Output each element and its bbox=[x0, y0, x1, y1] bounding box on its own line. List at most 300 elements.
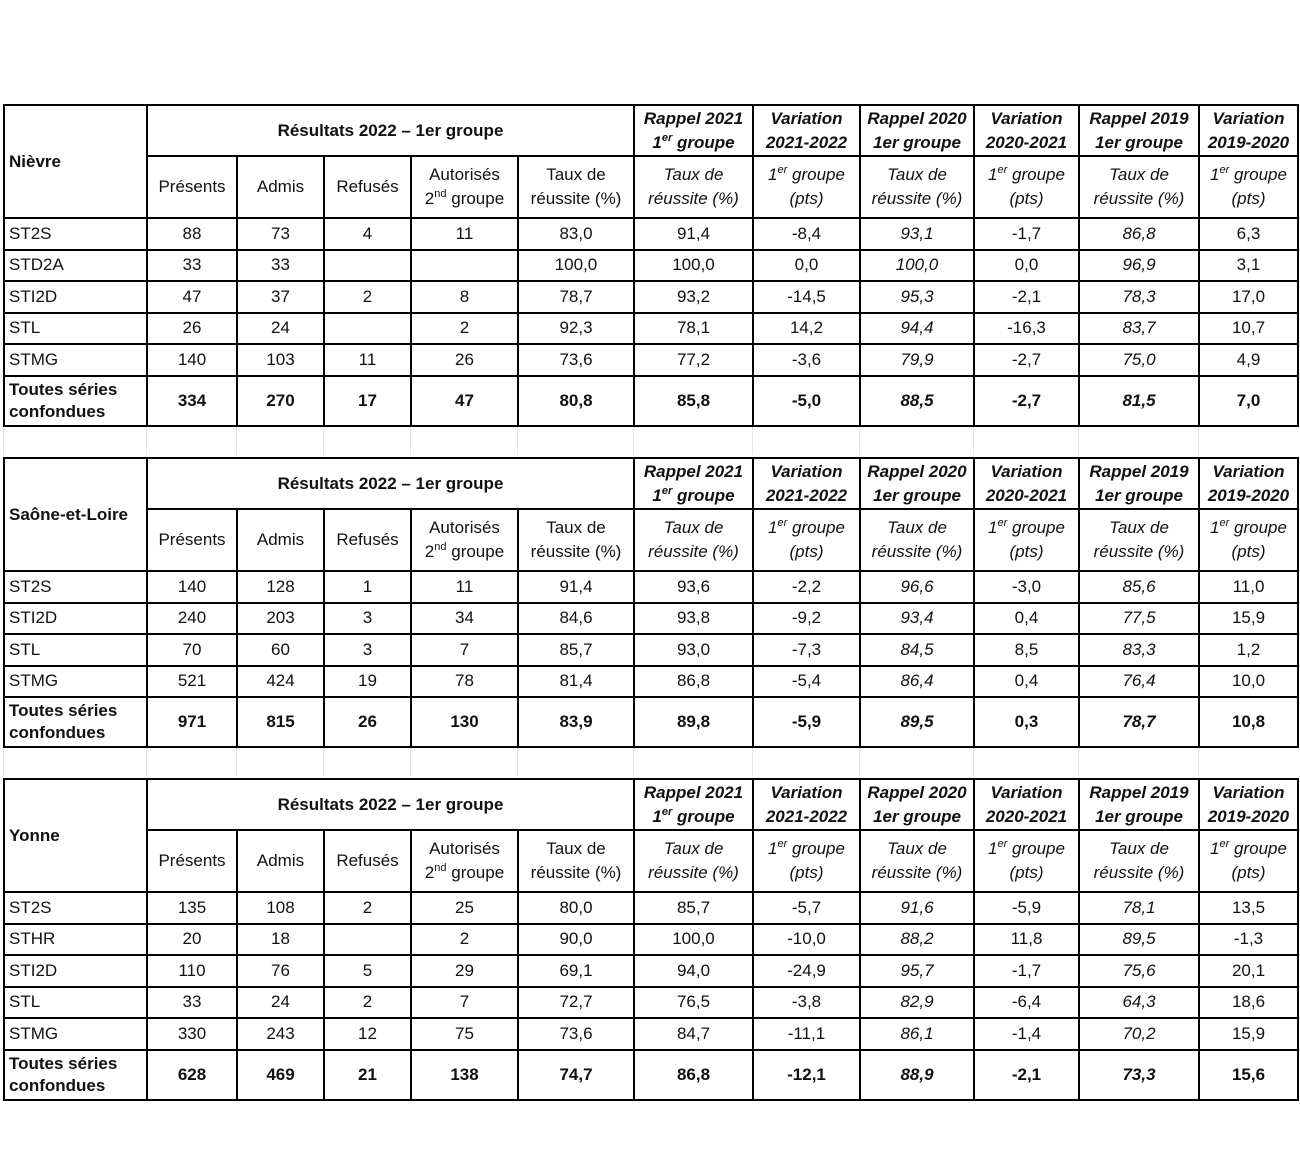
table-cell: 424 bbox=[237, 666, 324, 698]
rappel-2021-header-line1: Rappel 2021 bbox=[643, 782, 744, 802]
rappel-2020-header bbox=[860, 458, 974, 509]
total-cell: 628 bbox=[147, 1050, 237, 1100]
variation-2021-2022-header bbox=[753, 779, 860, 830]
group-word: groupe bbox=[787, 165, 845, 184]
row-series-label: STMG bbox=[4, 1018, 147, 1050]
variation-2019-2020-header-line1: Variation bbox=[1212, 108, 1285, 128]
table-cell: 26 bbox=[147, 313, 237, 345]
ordinal-suffix: er bbox=[1219, 517, 1230, 529]
col-refuses-label: Refusés bbox=[336, 530, 399, 549]
ordinal-number: 1 bbox=[768, 165, 778, 184]
sub-header-taux bbox=[634, 830, 753, 892]
sub-taux-line2: réussite (%) bbox=[648, 542, 739, 561]
rappel-2019-header bbox=[1079, 105, 1199, 156]
table-cell: 25 bbox=[411, 892, 518, 924]
table-cell: 135 bbox=[147, 892, 237, 924]
rappel-2020-header-line2: 1er groupe bbox=[873, 132, 961, 152]
table-cell: 100,0 bbox=[518, 250, 634, 282]
col-taux-line1: Taux de bbox=[546, 839, 606, 858]
total-cell: 86,8 bbox=[634, 1050, 753, 1100]
row-series-label: STD2A bbox=[4, 250, 147, 282]
table-cell: 24 bbox=[237, 313, 324, 345]
table-cell: -1,3 bbox=[1199, 924, 1298, 956]
rappel-2020-header-line2: 1er groupe bbox=[873, 485, 961, 505]
table-cell: 100,0 bbox=[634, 250, 753, 282]
sub-header-points bbox=[1199, 509, 1298, 571]
col-presents-label: Présents bbox=[158, 851, 226, 870]
table-cell: 10,0 bbox=[1199, 666, 1298, 698]
table-row bbox=[4, 603, 1298, 635]
sub-points-line2: (pts) bbox=[1009, 542, 1044, 561]
variation-2021-2022-header-line1: Variation bbox=[770, 108, 843, 128]
col-taux-reussite bbox=[518, 830, 634, 892]
department-label: Saône-et-Loire bbox=[9, 504, 129, 524]
table-cell: 70,2 bbox=[1079, 1018, 1199, 1050]
total-label: Toutes séries confondues bbox=[4, 697, 147, 747]
ordinal-number: 1 bbox=[988, 518, 998, 537]
table-cell: -5,9 bbox=[974, 892, 1079, 924]
table-cell: 91,4 bbox=[518, 571, 634, 603]
variation-2019-2020-header-line2: 2019-2020 bbox=[1207, 132, 1290, 152]
table-cell: 76 bbox=[237, 955, 324, 987]
table-cell bbox=[324, 924, 411, 956]
table-row bbox=[4, 313, 1298, 345]
table-cell: 69,1 bbox=[518, 955, 634, 987]
row-series-label: STMG bbox=[4, 344, 147, 376]
row-series-label: STI2D bbox=[4, 603, 147, 635]
col-taux-line2: réussite (%) bbox=[530, 542, 622, 561]
ordinal-number: 1 bbox=[988, 165, 998, 184]
table-cell: 82,9 bbox=[860, 987, 974, 1019]
ordinal-number: 1 bbox=[1210, 165, 1220, 184]
table-cell: 84,7 bbox=[634, 1018, 753, 1050]
sub-header-points bbox=[753, 509, 860, 571]
ordinal-number: 1 bbox=[652, 485, 662, 505]
col-autorises-line2 bbox=[415, 540, 514, 564]
department-label: Yonne bbox=[9, 825, 60, 845]
table-cell: 93,0 bbox=[634, 634, 753, 666]
rappel-2019-header-line2: 1er groupe bbox=[1095, 132, 1183, 152]
variation-2020-2021-header-line1: Variation bbox=[990, 108, 1063, 128]
ordinal-suffix: er bbox=[1219, 838, 1230, 850]
table-cell: 79,9 bbox=[860, 344, 974, 376]
group-word: groupe bbox=[672, 485, 735, 505]
table-row bbox=[4, 1018, 1298, 1050]
sub-header-taux bbox=[860, 156, 974, 218]
table-cell: 0,0 bbox=[753, 250, 860, 282]
sub-points-line2: (pts) bbox=[789, 542, 824, 561]
col-presents bbox=[147, 509, 237, 571]
table-cell: 76,5 bbox=[634, 987, 753, 1019]
col-admis bbox=[237, 509, 324, 571]
table-cell: 11 bbox=[324, 344, 411, 376]
table-cell: 8 bbox=[411, 281, 518, 313]
sub-points-line2: (pts) bbox=[789, 189, 824, 208]
table-row bbox=[4, 250, 1298, 282]
sub-header-points bbox=[974, 830, 1079, 892]
sub-header-points bbox=[753, 156, 860, 218]
total-cell: 270 bbox=[237, 376, 324, 426]
total-cell: 73,3 bbox=[1079, 1050, 1199, 1100]
table-cell: 88,2 bbox=[860, 924, 974, 956]
rappel-2019-header bbox=[1079, 779, 1199, 830]
sub-taux-line1: Taux de bbox=[663, 518, 724, 537]
table-cell: -8,4 bbox=[753, 218, 860, 250]
table-cell: -16,3 bbox=[974, 313, 1079, 345]
table-cell: 60 bbox=[237, 634, 324, 666]
total-cell: 89,8 bbox=[634, 697, 753, 747]
col-refuses-label: Refusés bbox=[336, 177, 399, 196]
table-row bbox=[4, 218, 1298, 250]
table-cell: 7 bbox=[411, 987, 518, 1019]
table-cell: 4,9 bbox=[1199, 344, 1298, 376]
sub-header-taux bbox=[860, 830, 974, 892]
table-cell: 64,3 bbox=[1079, 987, 1199, 1019]
table-cell: 240 bbox=[147, 603, 237, 635]
table-cell: 86,8 bbox=[634, 666, 753, 698]
table-cell: 78,1 bbox=[1079, 892, 1199, 924]
total-cell: 26 bbox=[324, 697, 411, 747]
table-cell: 86,1 bbox=[860, 1018, 974, 1050]
table-cell: 5 bbox=[324, 955, 411, 987]
results-group-header bbox=[147, 779, 634, 830]
ordinal-suffix: er bbox=[997, 164, 1008, 176]
col-taux-reussite bbox=[518, 509, 634, 571]
row-series-label: STL bbox=[4, 987, 147, 1019]
table-cell: 80,0 bbox=[518, 892, 634, 924]
sub-taux-line1: Taux de bbox=[1109, 165, 1169, 184]
rappel-2019-header bbox=[1079, 458, 1199, 509]
table-cell: 11,8 bbox=[974, 924, 1079, 956]
col-autorises-line1: Autorisés bbox=[429, 839, 500, 858]
rappel-2021-header-line1: Rappel 2021 bbox=[643, 461, 744, 481]
sub-taux-line2: réussite (%) bbox=[648, 189, 739, 208]
total-cell: 88,9 bbox=[860, 1050, 974, 1100]
table-cell: 78,3 bbox=[1079, 281, 1199, 313]
rappel-2021-header-line2 bbox=[638, 484, 749, 508]
total-cell: 89,5 bbox=[860, 697, 974, 747]
col-autorises-line1: Autorisés bbox=[429, 165, 500, 184]
table-cell: 4 bbox=[324, 218, 411, 250]
variation-2020-2021-header bbox=[974, 105, 1079, 156]
variation-2019-2020-header-line2: 2019-2020 bbox=[1207, 806, 1290, 826]
ordinal-number: 1 bbox=[768, 839, 778, 858]
table-cell: 84,5 bbox=[860, 634, 974, 666]
table-cell: 521 bbox=[147, 666, 237, 698]
table-cell: 20,1 bbox=[1199, 955, 1298, 987]
total-cell: 138 bbox=[411, 1050, 518, 1100]
sub-points-line1 bbox=[978, 516, 1075, 540]
table-cell: -9,2 bbox=[753, 603, 860, 635]
table-cell: 8,5 bbox=[974, 634, 1079, 666]
row-series-label: STI2D bbox=[4, 955, 147, 987]
col-taux-line2: réussite (%) bbox=[530, 189, 622, 208]
table-cell: -3,0 bbox=[974, 571, 1079, 603]
table-cell: 108 bbox=[237, 892, 324, 924]
variation-2021-2022-header-line2: 2021-2022 bbox=[765, 806, 848, 826]
table-cell: -2,2 bbox=[753, 571, 860, 603]
sub-taux-line2: réussite (%) bbox=[648, 863, 739, 882]
table-cell: 93,2 bbox=[634, 281, 753, 313]
col-presents-label: Présents bbox=[158, 177, 226, 196]
table-cell: -2,1 bbox=[974, 281, 1079, 313]
table-cell bbox=[324, 313, 411, 345]
group-word: groupe bbox=[672, 132, 735, 152]
sub-header-taux bbox=[1079, 156, 1199, 218]
variation-2020-2021-header-line2: 2020-2021 bbox=[985, 132, 1068, 152]
sub-header-taux bbox=[634, 156, 753, 218]
table-cell: 47 bbox=[147, 281, 237, 313]
col-refuses bbox=[324, 830, 411, 892]
col-taux-line1: Taux de bbox=[546, 518, 606, 537]
table-cell: -3,6 bbox=[753, 344, 860, 376]
table-spacer bbox=[3, 748, 1297, 776]
table-cell: 11 bbox=[411, 571, 518, 603]
sub-points-line1 bbox=[757, 516, 856, 540]
table-cell: 11 bbox=[411, 218, 518, 250]
table-cell: 26 bbox=[411, 344, 518, 376]
table-cell: 33 bbox=[147, 250, 237, 282]
results-group-header bbox=[147, 458, 634, 509]
total-cell: 83,9 bbox=[518, 697, 634, 747]
department-name bbox=[4, 779, 147, 892]
department-name bbox=[4, 105, 147, 218]
col-refuses bbox=[324, 156, 411, 218]
table-cell: 2 bbox=[324, 281, 411, 313]
sub-header-points bbox=[974, 509, 1079, 571]
ordinal-suffix: nd bbox=[434, 862, 447, 874]
sub-header-points bbox=[974, 156, 1079, 218]
rappel-2020-header bbox=[860, 779, 974, 830]
rappel-2021-header bbox=[634, 458, 753, 509]
table-cell: 85,7 bbox=[634, 892, 753, 924]
table-cell: 19 bbox=[324, 666, 411, 698]
total-cell: -12,1 bbox=[753, 1050, 860, 1100]
rappel-2019-header-line2: 1er groupe bbox=[1095, 485, 1183, 505]
col-taux-line1: Taux de bbox=[546, 165, 606, 184]
table-cell: 128 bbox=[237, 571, 324, 603]
table-cell: 1,2 bbox=[1199, 634, 1298, 666]
rappel-2021-header-line2 bbox=[638, 131, 749, 155]
table-cell: 0,0 bbox=[974, 250, 1079, 282]
total-cell: 81,5 bbox=[1079, 376, 1199, 426]
variation-2020-2021-header-line2: 2020-2021 bbox=[985, 485, 1068, 505]
table-cell: 11,0 bbox=[1199, 571, 1298, 603]
col-taux-line2: réussite (%) bbox=[530, 863, 622, 882]
ordinal-suffix: er bbox=[661, 805, 673, 818]
results-table-0 bbox=[3, 104, 1299, 427]
variation-2019-2020-header bbox=[1199, 779, 1298, 830]
table-cell: 3,1 bbox=[1199, 250, 1298, 282]
results-table-1 bbox=[3, 457, 1299, 748]
table-cell: -3,8 bbox=[753, 987, 860, 1019]
table-cell: 29 bbox=[411, 955, 518, 987]
col-presents bbox=[147, 830, 237, 892]
table-cell: -1,7 bbox=[974, 955, 1079, 987]
rappel-2019-header-line2: 1er groupe bbox=[1095, 806, 1183, 826]
col-admis-label: Admis bbox=[256, 530, 305, 549]
table-cell: 94,0 bbox=[634, 955, 753, 987]
variation-2019-2020-header bbox=[1199, 458, 1298, 509]
group-word: groupe bbox=[446, 189, 505, 208]
rappel-2021-header-line1: Rappel 2021 bbox=[643, 108, 744, 128]
group-word: groupe bbox=[1229, 518, 1287, 537]
variation-2021-2022-header-line1: Variation bbox=[770, 782, 843, 802]
rappel-2020-header bbox=[860, 105, 974, 156]
ordinal-number: 2 bbox=[424, 863, 435, 882]
row-series-label: STI2D bbox=[4, 281, 147, 313]
table-cell: 2 bbox=[411, 313, 518, 345]
table-cell: 203 bbox=[237, 603, 324, 635]
table-cell: 1 bbox=[324, 571, 411, 603]
ordinal-number: 1 bbox=[768, 518, 778, 537]
department-label: Nièvre bbox=[9, 151, 61, 171]
table-cell: 86,4 bbox=[860, 666, 974, 698]
table-cell bbox=[411, 250, 518, 282]
results-title: Résultats 2022 – 1er groupe bbox=[277, 794, 504, 814]
sub-header-points bbox=[1199, 830, 1298, 892]
total-cell: 78,7 bbox=[1079, 697, 1199, 747]
group-word: groupe bbox=[1007, 518, 1065, 537]
sub-header-taux bbox=[860, 509, 974, 571]
table-cell: 89,5 bbox=[1079, 924, 1199, 956]
ordinal-number: 2 bbox=[424, 542, 435, 561]
total-row bbox=[4, 376, 1298, 426]
col-autorises-line2 bbox=[415, 187, 514, 211]
variation-2019-2020-header bbox=[1199, 105, 1298, 156]
col-admis bbox=[237, 830, 324, 892]
table-cell: 3 bbox=[324, 634, 411, 666]
total-cell: -2,7 bbox=[974, 376, 1079, 426]
table-cell: 33 bbox=[237, 250, 324, 282]
table-cell: 81,4 bbox=[518, 666, 634, 698]
ordinal-suffix: er bbox=[661, 484, 673, 497]
table-cell: 76,4 bbox=[1079, 666, 1199, 698]
variation-2021-2022-header-line2: 2021-2022 bbox=[765, 485, 848, 505]
sub-points-line1 bbox=[978, 163, 1075, 187]
sub-taux-line2: réussite (%) bbox=[871, 542, 963, 561]
table-cell: 2 bbox=[324, 987, 411, 1019]
total-label: Toutes séries confondues bbox=[4, 376, 147, 426]
row-series-label: STHR bbox=[4, 924, 147, 956]
group-word: groupe bbox=[1007, 839, 1065, 858]
total-cell: -5,0 bbox=[753, 376, 860, 426]
row-series-label: STL bbox=[4, 313, 147, 345]
table-cell: 73 bbox=[237, 218, 324, 250]
table-cell: 2 bbox=[324, 892, 411, 924]
table-cell: 330 bbox=[147, 1018, 237, 1050]
ordinal-suffix: er bbox=[777, 838, 788, 850]
table-cell: 94,4 bbox=[860, 313, 974, 345]
sub-points-line2: (pts) bbox=[1009, 189, 1044, 208]
sub-taux-line1: Taux de bbox=[887, 518, 947, 537]
table-row bbox=[4, 344, 1298, 376]
table-cell: 75 bbox=[411, 1018, 518, 1050]
variation-2020-2021-header-line1: Variation bbox=[990, 782, 1063, 802]
total-cell: 74,7 bbox=[518, 1050, 634, 1100]
sub-points-line1 bbox=[1203, 516, 1294, 540]
table-cell: -2,7 bbox=[974, 344, 1079, 376]
department-name bbox=[4, 458, 147, 571]
sub-taux-line2: réussite (%) bbox=[871, 189, 963, 208]
table-cell: 34 bbox=[411, 603, 518, 635]
ordinal-number: 1 bbox=[652, 132, 662, 152]
table-cell: 33 bbox=[147, 987, 237, 1019]
col-admis-label: Admis bbox=[256, 177, 305, 196]
ordinal-suffix: er bbox=[1219, 164, 1230, 176]
sub-header-points bbox=[753, 830, 860, 892]
table-cell: 75,0 bbox=[1079, 344, 1199, 376]
sub-points-line2: (pts) bbox=[1231, 189, 1266, 208]
total-cell: 7,0 bbox=[1199, 376, 1298, 426]
row-series-label: ST2S bbox=[4, 892, 147, 924]
variation-2021-2022-header bbox=[753, 458, 860, 509]
table-cell: -6,4 bbox=[974, 987, 1079, 1019]
table-cell: 3 bbox=[324, 603, 411, 635]
total-cell: 971 bbox=[147, 697, 237, 747]
table-cell: 73,6 bbox=[518, 1018, 634, 1050]
ordinal-number: 1 bbox=[652, 806, 662, 826]
table-cell: 84,6 bbox=[518, 603, 634, 635]
table-cell: 93,8 bbox=[634, 603, 753, 635]
total-cell: 88,5 bbox=[860, 376, 974, 426]
col-autorises bbox=[411, 830, 518, 892]
sub-points-line2: (pts) bbox=[789, 863, 824, 882]
col-refuses bbox=[324, 509, 411, 571]
total-cell: 21 bbox=[324, 1050, 411, 1100]
table-row bbox=[4, 634, 1298, 666]
table-cell: 0,4 bbox=[974, 666, 1079, 698]
rappel-2019-header-line1: Rappel 2019 bbox=[1089, 782, 1189, 802]
group-word: groupe bbox=[787, 518, 845, 537]
results-title: Résultats 2022 – 1er groupe bbox=[277, 473, 504, 493]
ordinal-suffix: er bbox=[777, 517, 788, 529]
group-word: groupe bbox=[446, 863, 505, 882]
sub-points-line1 bbox=[1203, 837, 1294, 861]
table-cell: 24 bbox=[237, 987, 324, 1019]
table-cell: 7 bbox=[411, 634, 518, 666]
sub-taux-line2: réussite (%) bbox=[1093, 542, 1185, 561]
ordinal-suffix: nd bbox=[434, 541, 447, 553]
variation-2021-2022-header-line2: 2021-2022 bbox=[765, 132, 848, 152]
group-word: groupe bbox=[1229, 839, 1287, 858]
table-cell: -7,3 bbox=[753, 634, 860, 666]
table-cell: 95,3 bbox=[860, 281, 974, 313]
table-cell: 18 bbox=[237, 924, 324, 956]
sub-taux-line2: réussite (%) bbox=[1093, 863, 1185, 882]
col-autorises-line2 bbox=[415, 861, 514, 885]
table-cell: -1,4 bbox=[974, 1018, 1079, 1050]
ordinal-suffix: nd bbox=[434, 188, 447, 200]
variation-2020-2021-header bbox=[974, 779, 1079, 830]
table-cell: -10,0 bbox=[753, 924, 860, 956]
group-word: groupe bbox=[446, 542, 505, 561]
sub-points-line1 bbox=[757, 837, 856, 861]
variation-2021-2022-header-line1: Variation bbox=[770, 461, 843, 481]
table-cell: -14,5 bbox=[753, 281, 860, 313]
table-cell bbox=[324, 250, 411, 282]
table-row bbox=[4, 987, 1298, 1019]
rappel-2020-header-line1: Rappel 2020 bbox=[867, 108, 967, 128]
results-table-2 bbox=[3, 778, 1299, 1101]
table-cell: 243 bbox=[237, 1018, 324, 1050]
table-row bbox=[4, 924, 1298, 956]
rappel-2021-header-line2 bbox=[638, 805, 749, 829]
table-cell: 78,1 bbox=[634, 313, 753, 345]
table-cell: 93,6 bbox=[634, 571, 753, 603]
table-cell: 91,4 bbox=[634, 218, 753, 250]
table-cell: 78,7 bbox=[518, 281, 634, 313]
